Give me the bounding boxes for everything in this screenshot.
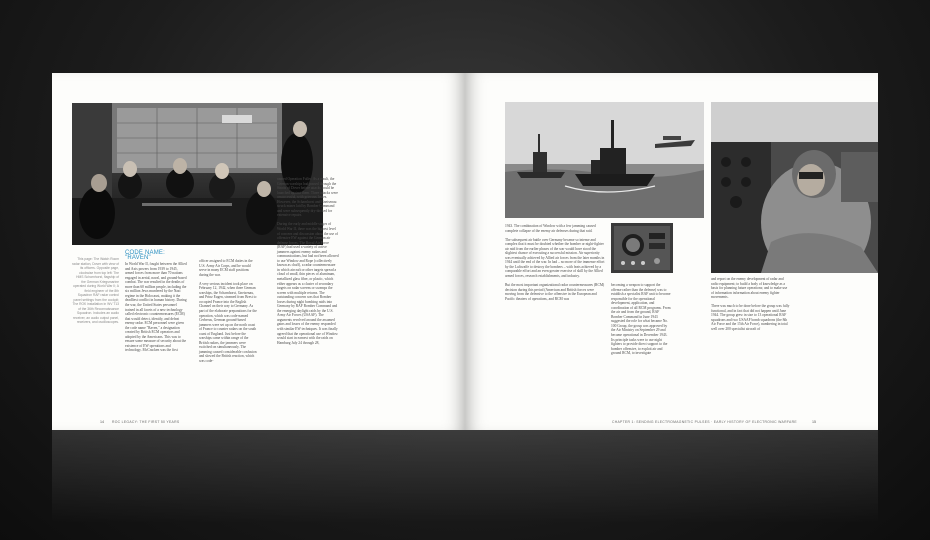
paragraph: During the early and middle stages of World War II, there was the highest level of concern and discussion about the use of offensive EW against the German air defense forces. The Royal Air Force (RAF) had used a variety of active jammers against enemy radars and communications, but had not been allowed to use Window and Rope (collectively known as chaff), a radar countermeasure in which aircraft or other targets spread a cloud of small, thin pieces of aluminum, metallized glass fiber, or plastic, which either appears as a cluster of secondary targets on radar screens or swamps the screen with multiple returns. The outstanding concern was that Bomber losses during night bombing raids into Germany by RAF Bomber Command and the emerging daylight raids by the U.S. Army Air Forces (USAAF). The arguments revolved around the assumed gains and losses of the enemy responded with similar EW techniques. It was finally agreed that the operational use of Window would start in earnest with the raids on Hamburg July 24 through 28, — [277, 222, 339, 345]
paragraph: But the most important organizational radar countermeasures (RCM) decision during this period (American and British forces were moving from the defensive to the offensive in the European and Pacific theaters of operations, and RCM was — [505, 283, 605, 301]
right-column-2 — [611, 283, 671, 360]
left-column-3 — [277, 177, 339, 350]
left-page — [52, 73, 465, 430]
photo-caption: This page: The Watch Room radar station, Dover with view of its officers. Opposite page, clockwise from top left: The HMS Scharnhorst, flagship of the German Kriegsmarine operated during World War II; A field engineer of the 8th Squadron RAF radar control panel settings from the cockpit; The ROK installation in WV T13 of the 36th Reconnaissance Squadron. Includes an audio receiver, an audio output panel, receivers, and oscilloscopes. — [72, 257, 119, 324]
paragraph: The subsequent air battle over Germany became so intense and complex that it must be doubted whether the bomber or night-fighter air raid from the earlier phases of the war would have stood the slightest chance of executing a successful mission. Air superiority was eventually achieved by Allied air forces from the later months in 1944 until the end of the war. In had – no more of the immense effort by the Luftwaffe to destroy the bombers – with feats achieved by a comparable effort and an even greater exercise of skill by the Allied armed forces, research establishments, and industry. — [505, 237, 605, 278]
paragraph: and report on the enemy development of radar and radio equipment; to build a body of knowledge as a basis for planning future operations; and to make use of information information about enemy fighter movements. — [711, 277, 788, 300]
cockpit-operator-photo — [711, 102, 878, 273]
paragraph: officer assigned to ECM duties in the U.S. Army Air Corps, and he would serve in many ECM staff positions during the war. — [199, 259, 253, 277]
left-page-number: 14 — [100, 420, 104, 424]
warships-photo — [505, 102, 704, 218]
left-column-1 — [125, 251, 187, 358]
paragraph: There was much to be done before the group was fully functional, and in fact that did not happen until June 1944. The group grew in size to 13 operational RAF squadrons and two USAAF bomb squadrons (the 8th Air Force and the 15th Air Force), numbering in total well over 200 specialist aircraft of — [711, 304, 790, 331]
right-column-1 — [505, 224, 605, 306]
section-heading: CODE NAME: "RAVEN" — [125, 250, 166, 261]
right-column-3 — [711, 277, 791, 336]
right-page — [465, 73, 878, 430]
paragraph: 1943. The combination of Window with a few jamming caused complete collapse of the enemy air defenses during that raid. — [505, 224, 596, 233]
paragraph: becoming a weapon to support the offense rather than the defense) was to establish a specialist RAF unit to become responsible for the operational development, application, and coordination of all RCM programs. From the air and from the ground, RAF Bomber Command in June 1943 suggested the role for what became No. 100 Group, the group was approved by the Air Ministry on September 29 and became operational in December 1943. Its principle tasks were to use night fighters to provide direct support to the bomber offensive, to exploit air and ground RCM, to investigate — [611, 283, 671, 356]
left-column-2 — [199, 259, 259, 368]
radar-control-panel-photo — [611, 223, 673, 273]
paragraph: named Operation Fuller. As a result, the German warships had passed through the Straits of Dover before attacks could be launched against them. Three attacks were unsuccessful, with grievous losses. However, the Scharnhorst and Gneisenau struck mines laid by Bomber Command and were subsequently dry-docked for extensive repairs. — [277, 177, 339, 218]
left-running-head: ROC LEGACY: THE FIRST 50 YEARS — [112, 420, 180, 424]
paragraph: A very serious incident took place on February 12, 1942, when three German warships, the Scharnhorst, Gneisenau, and Prinz Eugen, steamed from Brest to occupied France into the English Channel on their way to Germany. As part of the elaborate preparations for the operation, which was code-named Cerberus, German ground-based jammers were set up on the north coast of France to counter radars on the south coast of England. Just before the warships came within range of the British radars, the jammers were switched on simultaneously. The jamming caused considerable confusion and slowed the British reaction, which was code- — [199, 281, 257, 363]
right-page-number: 15 — [812, 420, 816, 424]
book-reflection — [52, 430, 878, 540]
paragraph: In World War II, fought between the Allied and Axis powers from 1939 to 1945, armed forces from more than 70 nations engaged in aerial, naval, and ground-based combat. The war resulted in the deaths of more than 60 million people, including the six million Jews murdered by the Nazi regime in the Holocaust, making it the deadliest conflict in human history. During the war, the United States personnel trained in all facets of a new technology called electronic countermeasures (ECM) that would detect, identify, and defeat enemy radar. ECM personnel were given the code name "Raven," a designation created by British ECM operators and adopted by the Americans. This was to ensure some measure of security about the existence of EW operations and technology. McCracken was the first — [125, 262, 187, 353]
right-running-head: CHAPTER 1: SENDING ELECTROMAGNETIC PULSES · EARLY HISTORY OF ELECTRONIC WARFARE — [612, 420, 797, 424]
